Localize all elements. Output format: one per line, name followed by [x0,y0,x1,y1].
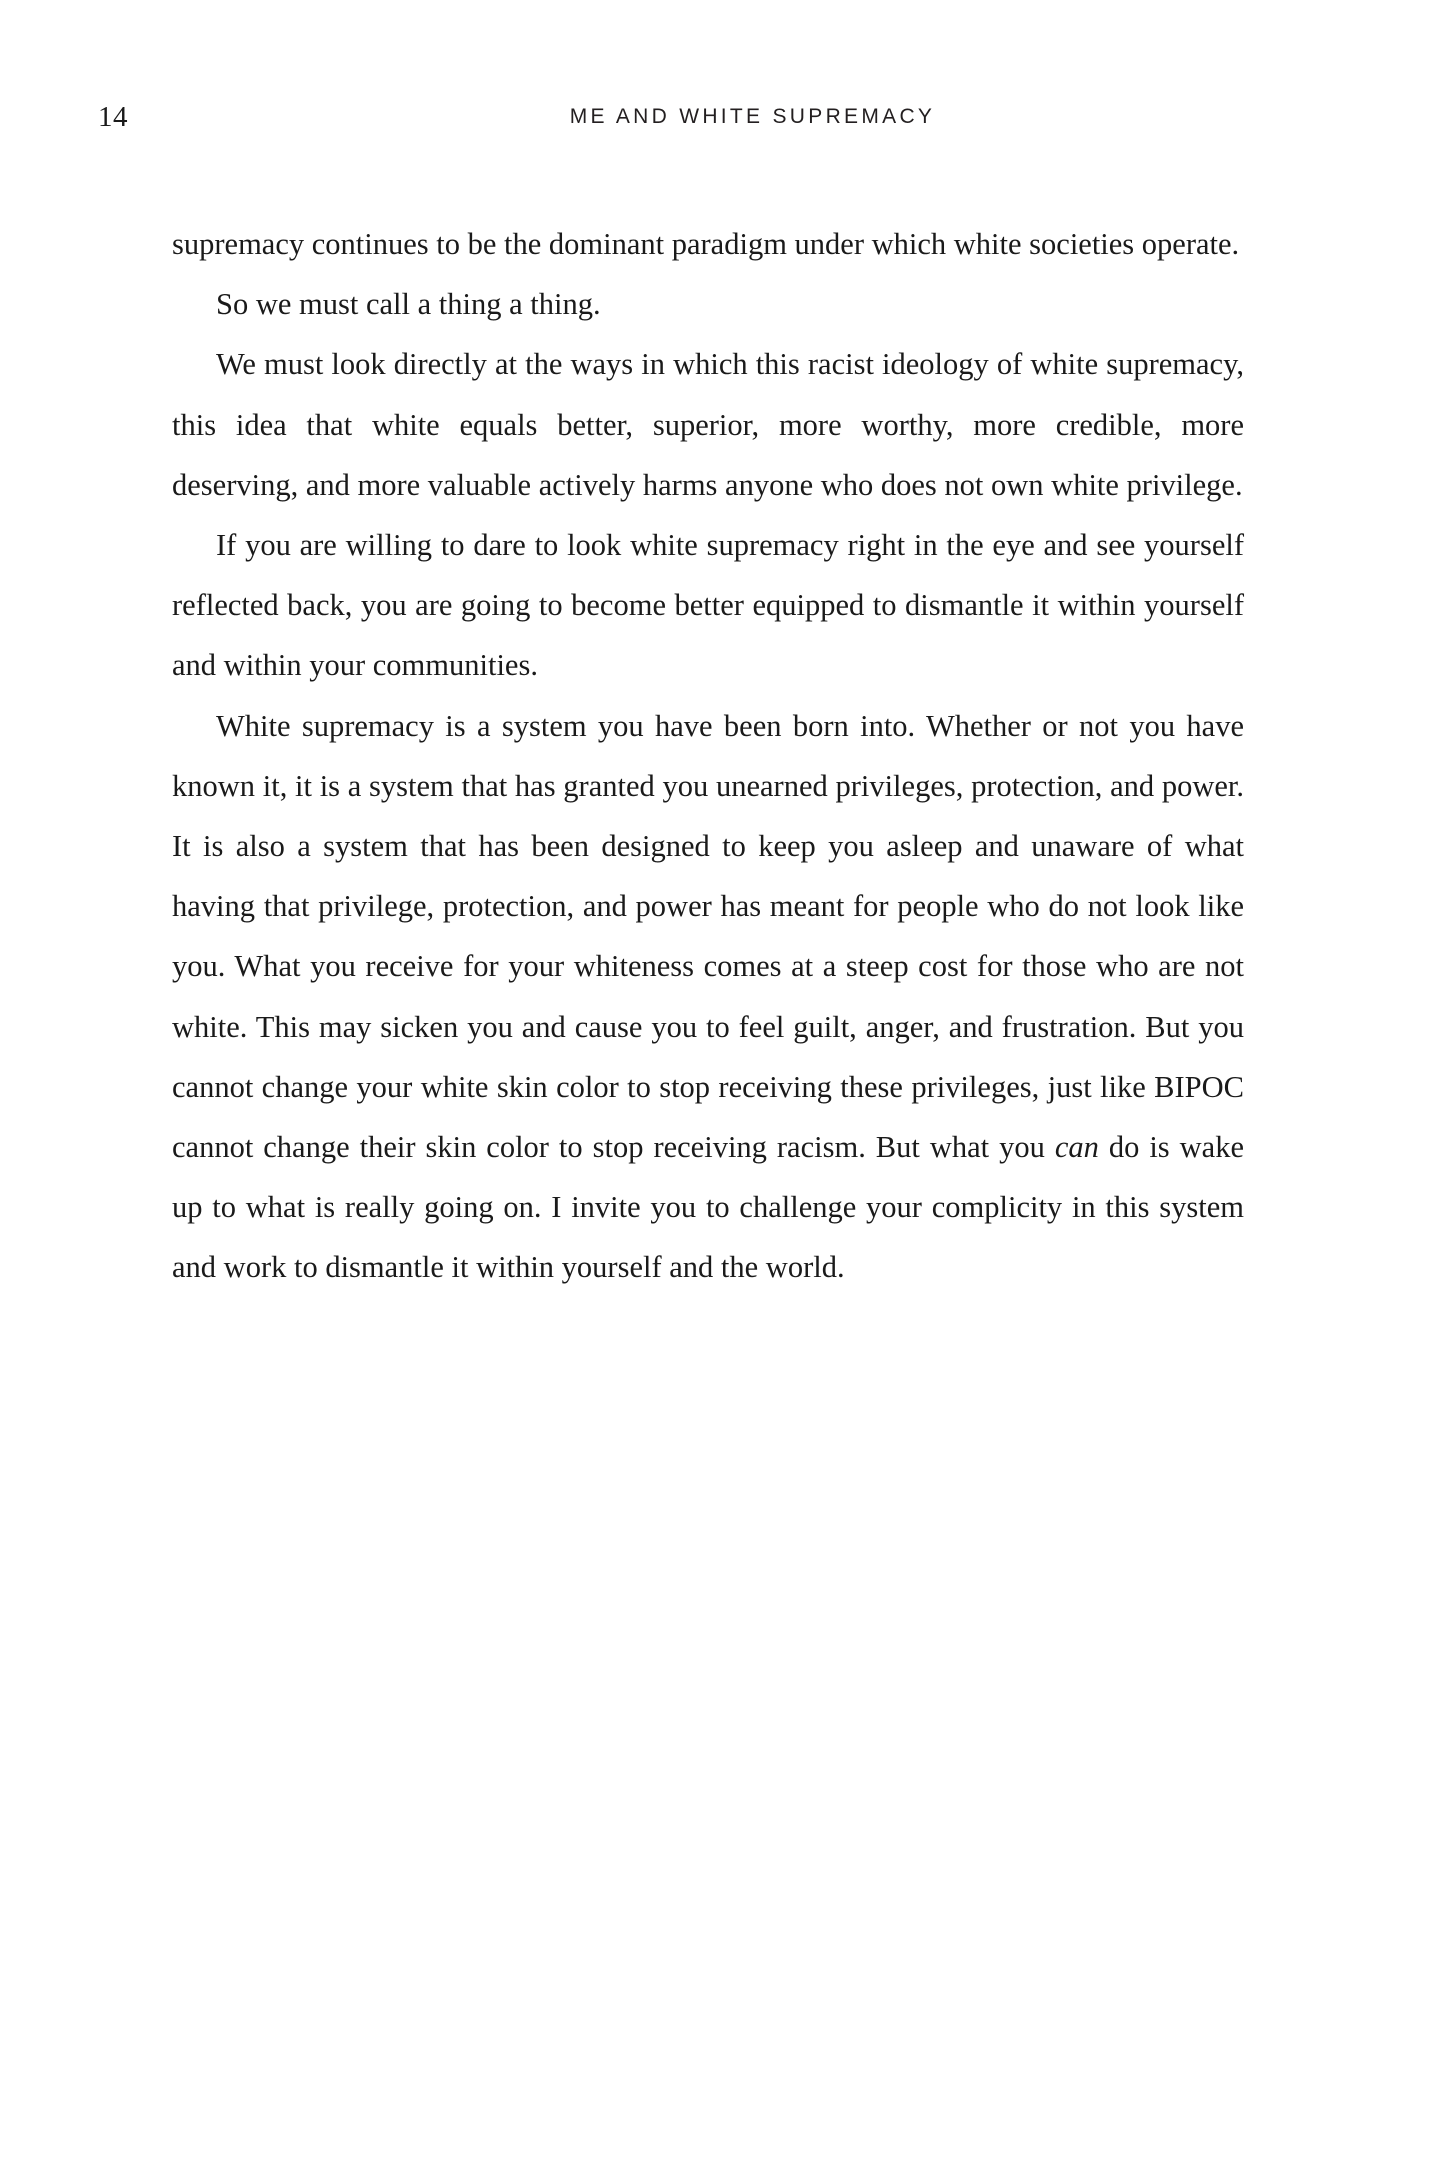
paragraph: We must look directly at the ways in which this racist ideology of white supremacy, this idea that white equals better, superior, more worthy, more credible, more deserving, and more valuable actively harms anyone who does not own white privilege. [172,347,1244,502]
page-number: 14 [98,101,128,133]
paragraph: So we must call a thing a thing. [216,287,601,322]
paragraph: supremacy continues to be the dominant paradigm under which white societies operate. [172,227,1240,261]
body-text-block [172,214,1244,1298]
emphasis-text: can [1054,1130,1099,1165]
running-title: ME AND WHITE SUPREMACY [569,105,936,128]
paragraph: White supremacy is a system you have been born into. Whether or not you have known it, it is a system that has granted you unearned privileges, protection, and power. It is also a system that has been designed to keep you asleep and unaware of what having that privilege, protection, and power has meant for people who do not look like you. What you receive for your whiteness comes at a steep cost for those who are not white. This may sicken you and cause you to feel guilt, anger, and frustration. But you cannot change your white skin color to stop receiving these privileges, just like BIPOC cannot change their skin color to stop receiving racism. But what you can do is wake up to what is really going on. I invite you to challenge your complicity in this system and work to dismantle it within yourself and the world. [172,708,1244,1285]
paragraph: If you are willing to dare to look white supremacy right in the eye and see yourself reflected back, you are going to become better equipped to dismantle it within yourself and within your communities. [172,528,1244,683]
running-head [98,100,1347,140]
